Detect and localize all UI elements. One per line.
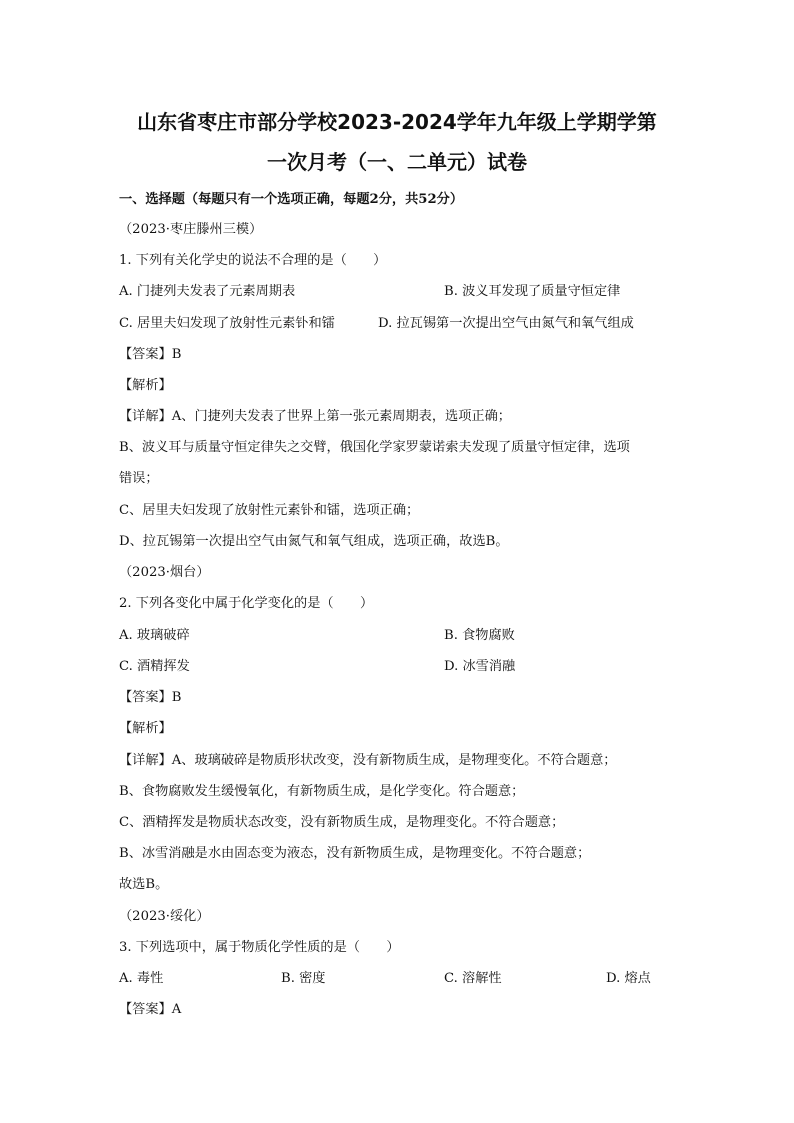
question-3-option-c: C. 溶解性 <box>444 971 502 986</box>
question-3-option-b: B. 密度 <box>281 971 326 986</box>
question-2-option-b: B. 食物腐败 <box>444 628 515 643</box>
question-2-explanation-line: B、冰雪消融是水由固态变为液态，没有新物质生成，是物理变化。不符合题意； <box>119 846 591 861</box>
question-2-stem: 2. 下列各变化中属于化学变化的是（ ） <box>119 596 374 611</box>
question-1-option-a: A. 门捷列夫发表了元素周期表 <box>119 284 296 299</box>
document-title-line-2: 一次月考（一、二单元）试卷 <box>267 150 527 174</box>
question-2-explanation-line: 【详解】A、玻璃破碎是物质形状改变，没有新物质生成，是物理变化。不符合题意； <box>119 753 617 768</box>
question-2-explanation-line: 故选B。 <box>119 877 169 892</box>
question-1-option-b: B. 波义耳发现了质量守恒定律 <box>444 284 621 299</box>
question-2-analysis-label: 【解析】 <box>119 721 172 736</box>
question-2-option-c: C. 酒精挥发 <box>119 659 190 674</box>
question-3-source: （2023·绥化） <box>119 909 210 924</box>
question-2-explanation-line: C、酒精挥发是物质状态改变，没有新物质生成，是物理变化。不符合题意； <box>119 815 565 830</box>
question-3-stem: 3. 下列选项中，属于物质化学性质的是（ ） <box>119 940 400 955</box>
question-1-explanation-line: 错误； <box>119 471 159 486</box>
question-1-stem: 1. 下列有关化学史的说法不合理的是（ ） <box>119 253 387 268</box>
question-1-source: （2023·枣庄滕州三模） <box>119 222 263 237</box>
question-2-option-a: A. 玻璃破碎 <box>119 628 190 643</box>
question-1-explanation-line: D、拉瓦锡第一次提出空气由氮气和氧气组成，选项正确，故选B。 <box>119 534 509 549</box>
section-heading: 一、选择题（每题只有一个选项正确，每题2分，共52分） <box>119 192 464 207</box>
question-1-explanation-line: B、波义耳与质量守恒定律失之交臂，俄国化学家罗蒙诺索夫发现了质量守恒定律，选项 <box>119 440 630 455</box>
document-title-line-1: 山东省枣庄市部分学校2023-2024学年九年级上学期学第 <box>137 110 657 134</box>
question-3-option-d: D. 熔点 <box>606 971 651 986</box>
question-1-option-d: D. 拉瓦锡第一次提出空气由氮气和氧气组成 <box>378 316 634 331</box>
question-2-explanation-line: B、食物腐败发生缓慢氧化，有新物质生成，是化学变化。符合题意； <box>119 784 525 799</box>
question-1-option-c: C. 居里夫妇发现了放射性元素钋和镭 <box>119 316 335 331</box>
question-2-answer: 【答案】B <box>119 690 182 705</box>
question-1-explanation-line: 【详解】A、门捷列夫发表了世界上第一张元素周期表，选项正确； <box>119 409 511 424</box>
question-2-source: （2023·烟台） <box>119 565 210 580</box>
question-1-analysis-label: 【解析】 <box>119 378 172 393</box>
question-3-answer: 【答案】A <box>119 1002 182 1017</box>
question-1-explanation-line: C、居里夫妇发现了放射性元素钋和镭，选项正确； <box>119 503 420 518</box>
question-3-option-a: A. 毒性 <box>119 971 164 986</box>
question-1-answer: 【答案】B <box>119 347 182 362</box>
question-2-option-d: D. 冰雪消融 <box>444 659 516 674</box>
